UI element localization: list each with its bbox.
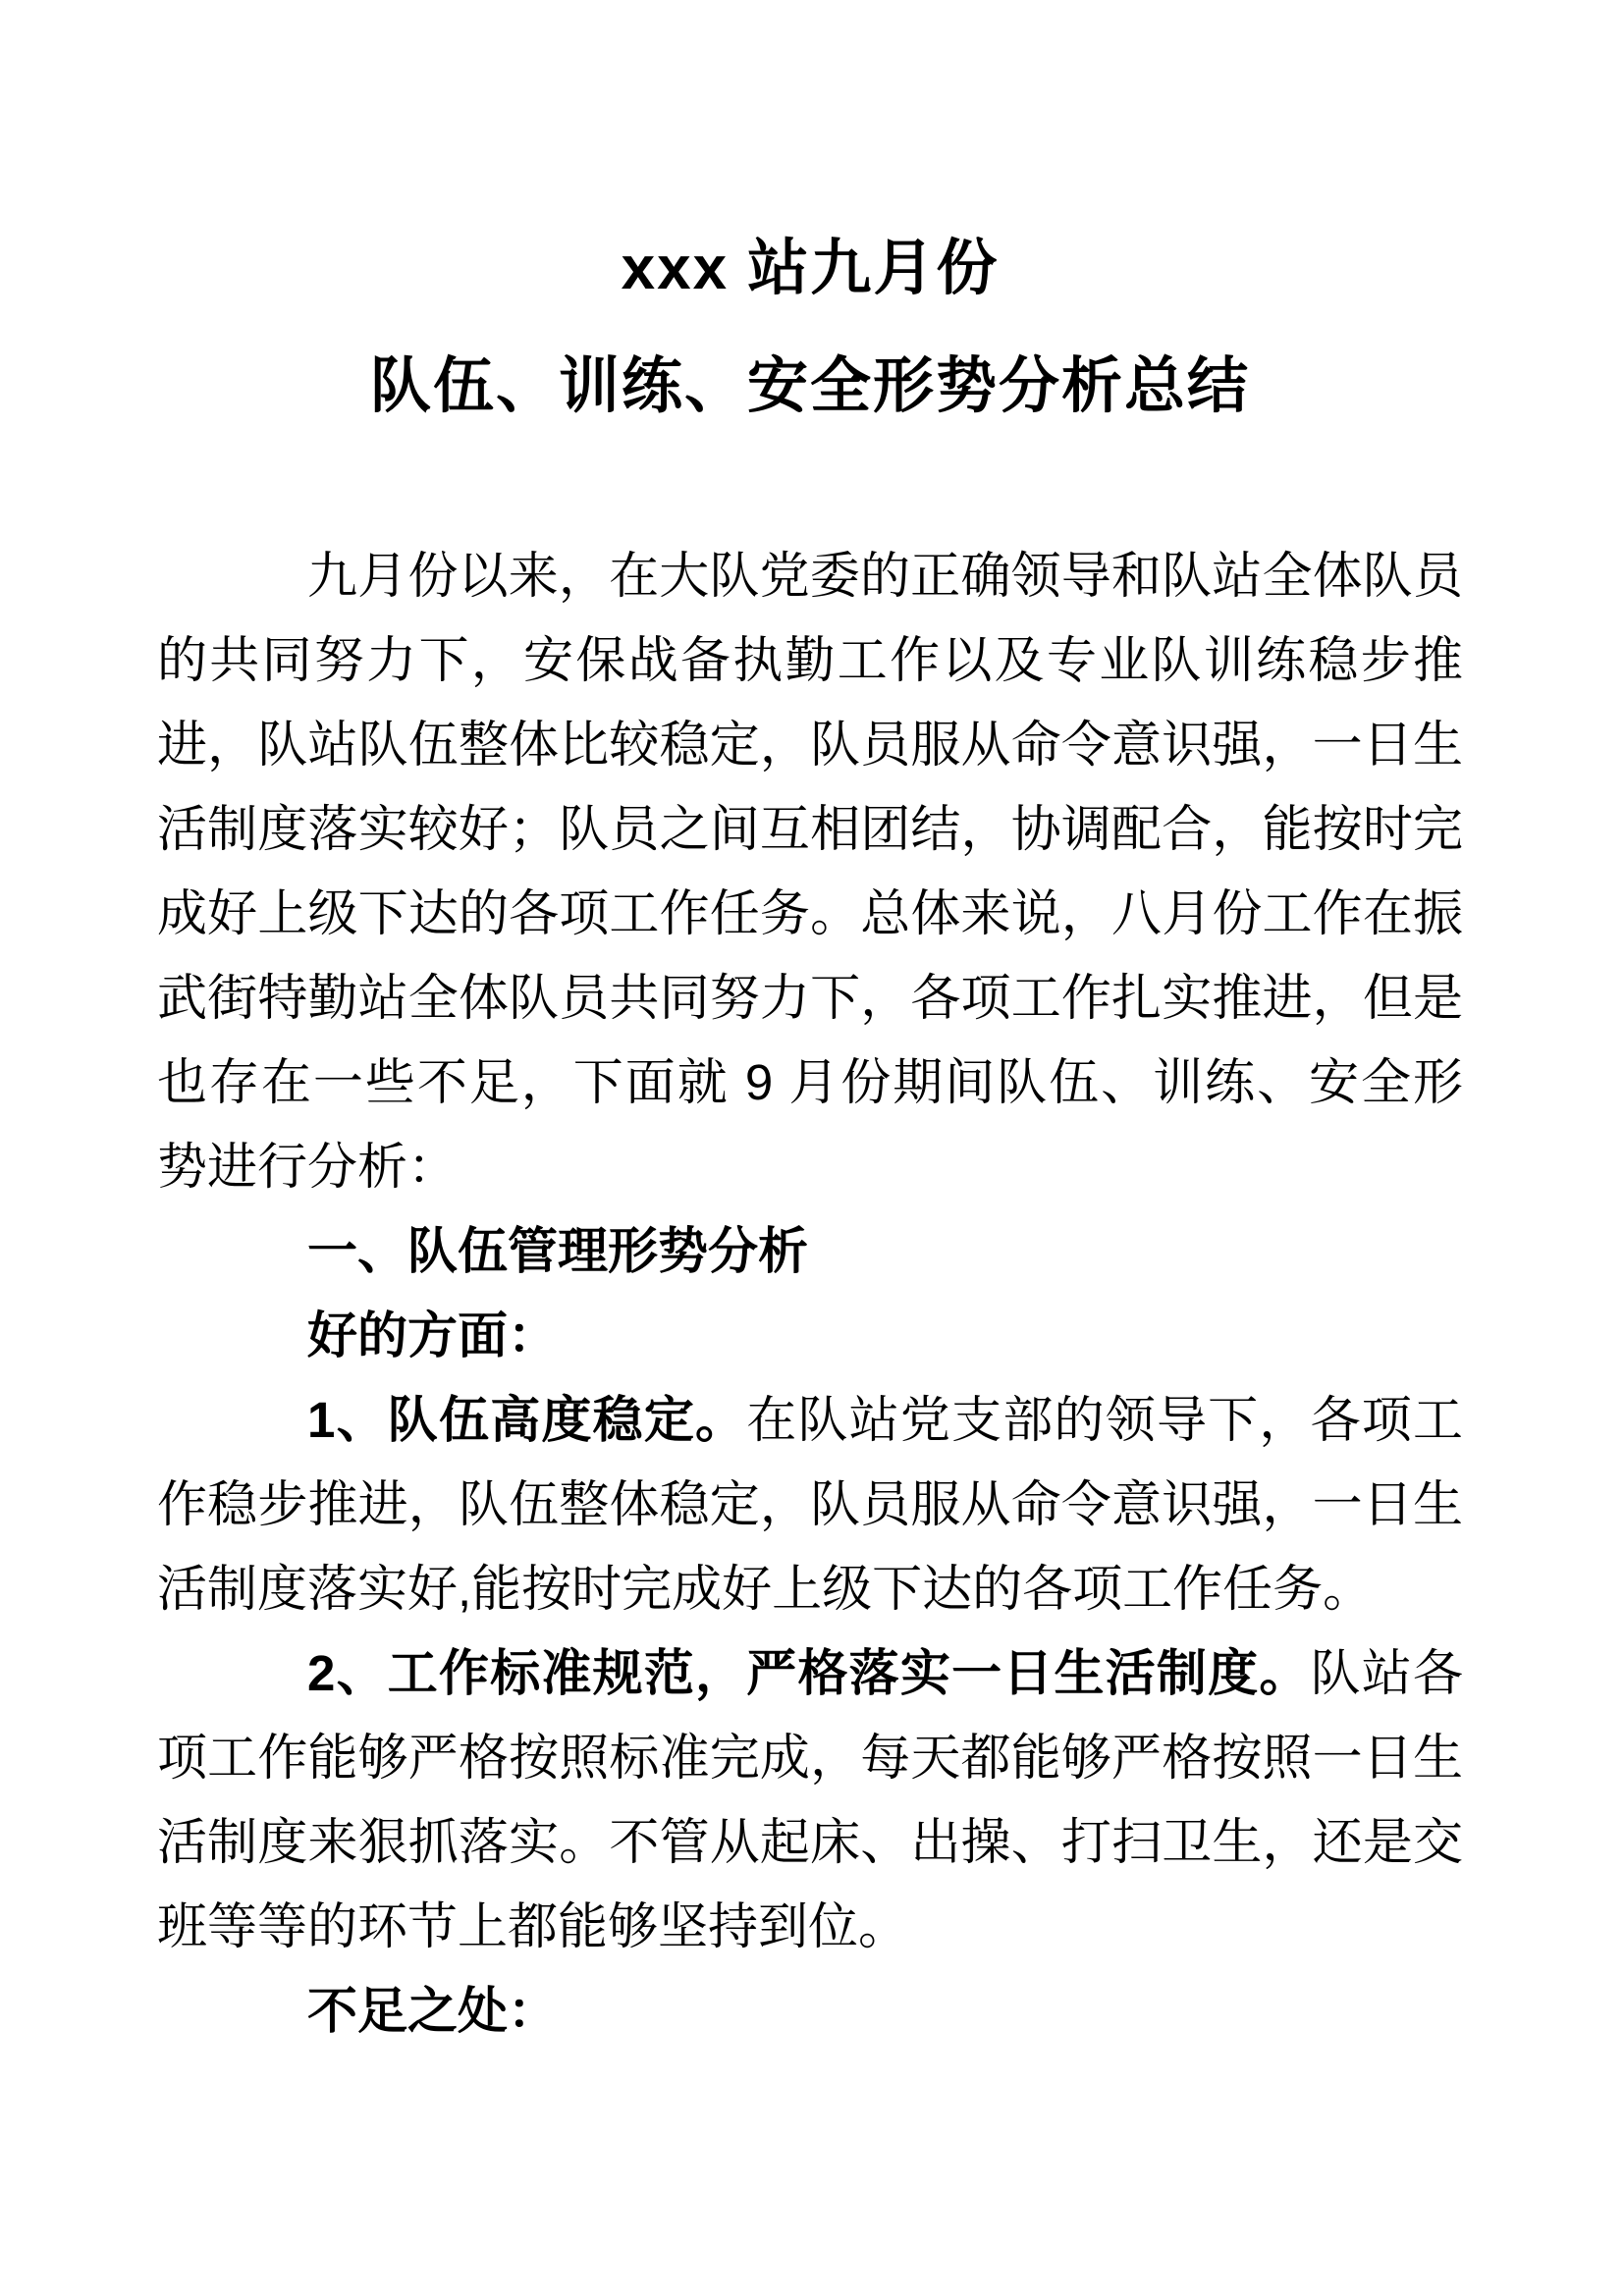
paragraph [157,1631,1463,1969]
document-title [157,0,1463,446]
document-title-line-2: 队伍、训练、安全形势分析总结 [369,352,1250,420]
paragraph-lead: 不足之处： [307,1983,559,2039]
paragraph-text: 九月份以来，在大队党委的正确领导和队站全体队员的共同努力下，安保战备执勤工作以及专业队训练稳步推进，队站队伍整体比较稳定，队员服从命令意识强，一日生活制度落实较好；队员之间互相团结，协调配合，能按时完成好上级下达的各项工作任务。总体来说，八月份工作在振武街特勤站全体队员共同努力下，各项工作扎实推进，但是也存在一些不足，下面就 9 月份期间队伍、训练、安全形势进行分析： [157,548,1463,1195]
section-heading [157,1209,1463,1294]
paragraph-text: 在队站党支部的领导下，各项工作稳步推进，队伍整体稳定，队员服从命令意识强，一日生活制度落实好,能按时完成好上级下达的各项工作任务。 [157,1392,1463,1617]
paragraph [157,534,1463,1209]
paragraph-lead: 2、工作标准规范，严格落实一日生活制度。 [307,1645,1311,1701]
paragraph-lead: 1、队伍高度稳定。 [307,1392,747,1448]
paragraph-lead: 一、队伍管理形势分析 [307,1223,809,1279]
section-heading [157,1969,1463,2054]
paragraph [157,1378,1463,1631]
document-title-line-1: xxx 站九月份 [621,235,1000,302]
paragraph-lead: 好的方面： [307,1308,559,1363]
document-body [157,534,1463,2054]
section-heading [157,1294,1463,1378]
paragraph-text: 队站各项工作能够严格按照标准完成，每天都能够严格按照一日生活制度来狠抓落实。不管从起床、出操、打扫卫生，还是交班等等的环节上都能够坚持到位。 [157,1645,1463,1954]
